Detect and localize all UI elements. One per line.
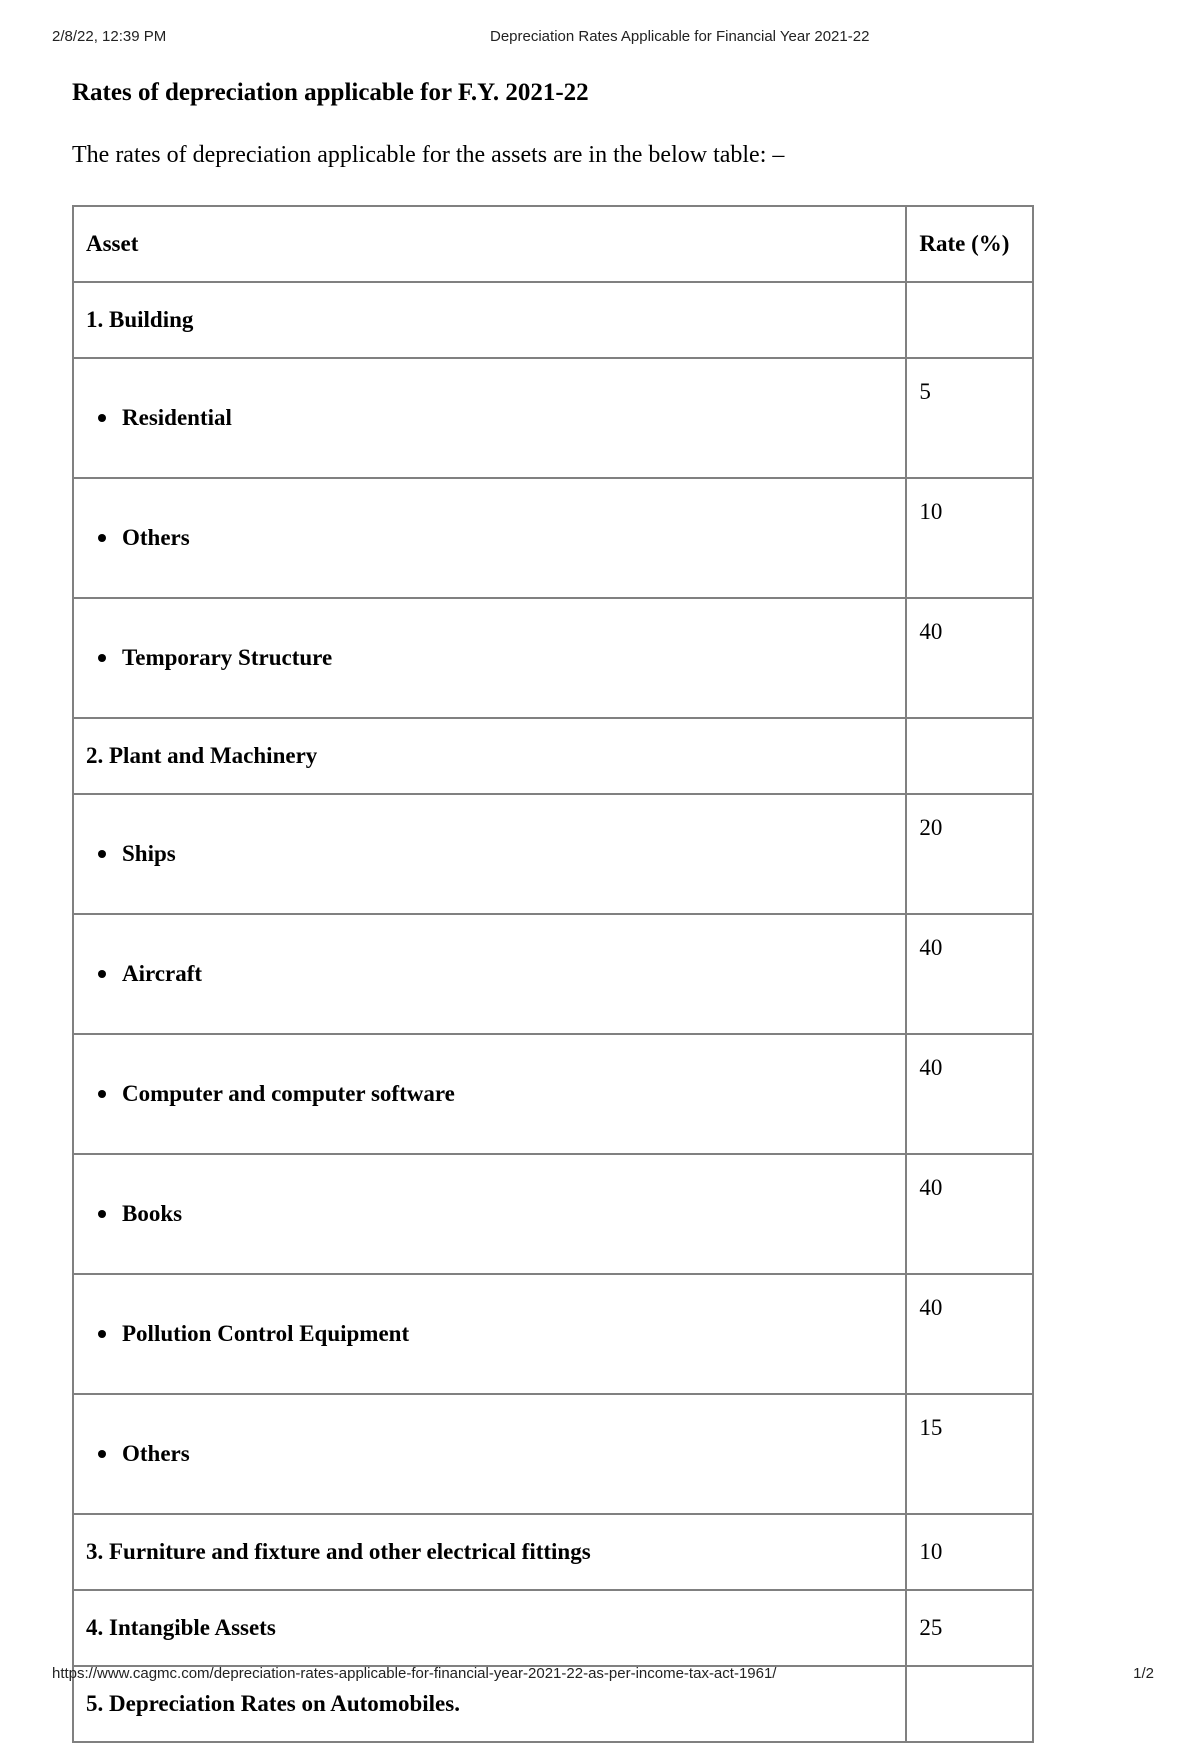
print-datetime: 2/8/22, 12:39 PM <box>52 28 167 45</box>
bullet-icon <box>98 970 106 978</box>
bullet-icon <box>98 654 106 662</box>
table-body <box>73 282 1033 1742</box>
asset-cell <box>73 1154 906 1274</box>
table-row <box>73 1514 1033 1590</box>
table-row <box>73 478 1033 598</box>
rate-cell: 10 <box>906 478 1033 598</box>
table-row <box>73 598 1033 718</box>
asset-label: Residential <box>122 405 232 430</box>
print-page-url: https://www.cagmc.com/depreciation-rates-applicable-for-financial-year-2021-22-as-per-income-tax-act-1961/ <box>52 1665 777 1682</box>
article-intro: The rates of depreciation applicable for the assets are in the below table: – <box>72 142 785 168</box>
bullet-icon <box>98 1090 106 1098</box>
rate-cell: 40 <box>906 1274 1033 1394</box>
asset-cell <box>73 1274 906 1394</box>
asset-label: Ships <box>122 841 176 866</box>
rate-cell <box>906 282 1033 358</box>
asset-cell <box>73 358 906 478</box>
print-header <box>0 28 1200 48</box>
rate-cell: 15 <box>906 1394 1033 1514</box>
bullet-icon <box>98 534 106 542</box>
asset-cell <box>73 1394 906 1514</box>
asset-cell: 3. Furniture and fixture and other electrical fittings <box>73 1514 906 1590</box>
asset-label: Temporary Structure <box>122 645 333 670</box>
asset-cell <box>73 1034 906 1154</box>
rate-cell: 25 <box>906 1590 1033 1666</box>
print-page-title: Depreciation Rates Applicable for Financial Year 2021-22 <box>490 28 870 45</box>
article-heading: Rates of depreciation applicable for F.Y. 2021-22 <box>72 79 589 106</box>
asset-cell: 5. Depreciation Rates on Automobiles. <box>73 1666 906 1742</box>
rate-cell: 10 <box>906 1514 1033 1590</box>
print-page-number: 1/2 <box>1133 1665 1154 1682</box>
table-header-row <box>73 206 1033 282</box>
rate-cell: 40 <box>906 914 1033 1034</box>
bullet-icon <box>98 1330 106 1338</box>
rate-cell: 40 <box>906 1154 1033 1274</box>
rate-cell: 40 <box>906 598 1033 718</box>
header-rate: Rate (%) <box>906 206 1033 282</box>
table-row <box>73 1154 1033 1274</box>
table-row <box>73 282 1033 358</box>
table-row <box>73 1274 1033 1394</box>
asset-label: Books <box>122 1201 183 1226</box>
depreciation-rates-table <box>72 205 1034 1743</box>
rate-cell: 20 <box>906 794 1033 914</box>
asset-cell <box>73 598 906 718</box>
rate-cell: 5 <box>906 358 1033 478</box>
table-row <box>73 914 1033 1034</box>
asset-label: Aircraft <box>122 961 203 986</box>
asset-cell <box>73 794 906 914</box>
asset-label: Others <box>122 525 190 550</box>
article-content <box>72 76 1042 172</box>
asset-cell: 1. Building <box>73 282 906 358</box>
table-row <box>73 1590 1033 1666</box>
rate-cell <box>906 718 1033 794</box>
asset-cell: 4. Intangible Assets <box>73 1590 906 1666</box>
asset-label: Pollution Control Equipment <box>122 1321 410 1346</box>
header-asset: Asset <box>73 206 906 282</box>
asset-cell <box>73 478 906 598</box>
asset-cell <box>73 914 906 1034</box>
asset-label: Computer and computer software <box>122 1081 455 1106</box>
asset-cell: 2. Plant and Machinery <box>73 718 906 794</box>
bullet-icon <box>98 1450 106 1458</box>
table-row <box>73 718 1033 794</box>
bullet-icon <box>98 850 106 858</box>
bullet-icon <box>98 1210 106 1218</box>
asset-label: Others <box>122 1441 190 1466</box>
rate-cell: 40 <box>906 1034 1033 1154</box>
table-row <box>73 358 1033 478</box>
table-row <box>73 1034 1033 1154</box>
table-row <box>73 794 1033 914</box>
bullet-icon <box>98 414 106 422</box>
table-row <box>73 1394 1033 1514</box>
print-footer <box>0 1665 1200 1685</box>
